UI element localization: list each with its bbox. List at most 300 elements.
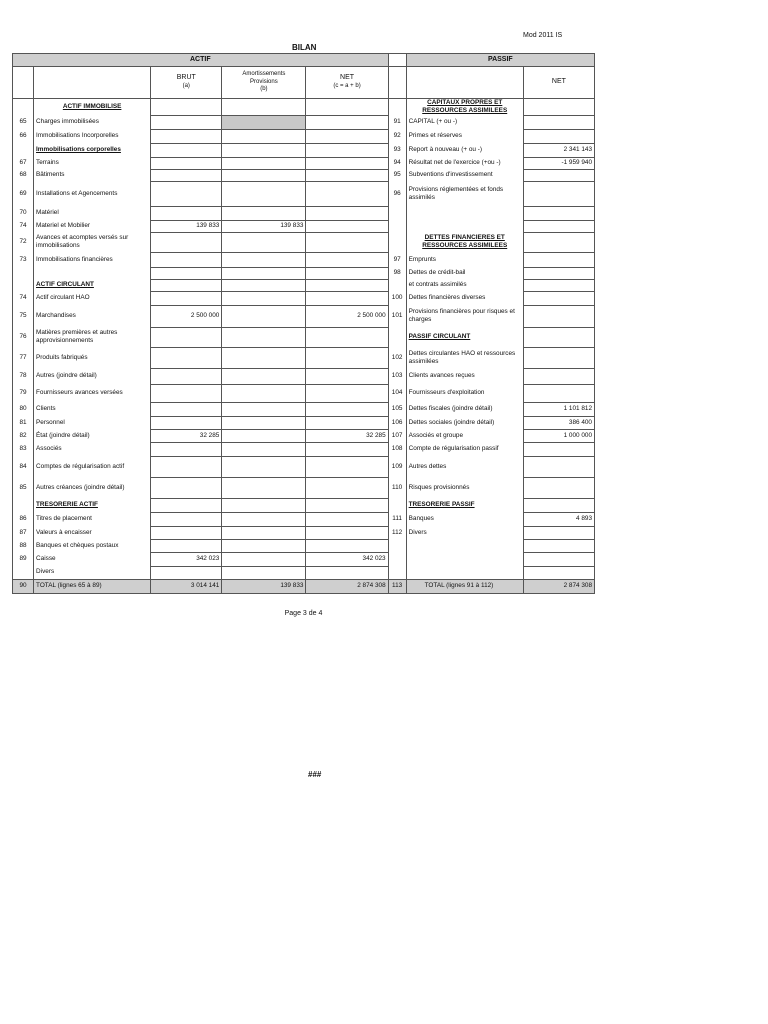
actif-label: Immobilisations financières — [34, 252, 151, 267]
table-row — [13, 384, 595, 402]
table-row — [13, 267, 595, 279]
amort-label-2: Provisions — [250, 78, 278, 85]
passif-label: CAPITAUX PROPRES ET RESSOURCES ASSIMILEES — [406, 99, 523, 116]
actif-label: Immobilisations Incorporelles — [34, 129, 151, 143]
actif-line-number: 77 — [13, 347, 34, 368]
passif-line-number: 93 — [388, 143, 406, 157]
passif-label: Fournisseurs d'exploitation — [406, 384, 523, 402]
table-row — [13, 279, 595, 291]
net-value: 32 285 — [306, 429, 388, 442]
net-value — [306, 526, 388, 539]
passif-label: PASSIF CIRCULANT — [406, 327, 523, 347]
actif-label: TRESORERIE ACTIF — [34, 498, 151, 512]
actif-label: Immobilisations corporelles — [34, 143, 151, 157]
passif-line-number: 109 — [388, 456, 406, 477]
net-value — [306, 206, 388, 220]
amort-value — [222, 169, 306, 181]
amort-value — [222, 232, 306, 252]
brut-value — [151, 115, 222, 129]
table-row — [13, 498, 595, 512]
amort-value — [222, 416, 306, 429]
actif-line-number: 69 — [13, 181, 34, 206]
passif-line-number: 96 — [388, 181, 406, 206]
net-value — [306, 498, 388, 512]
passif-label: Divers — [406, 526, 523, 539]
table-row — [13, 291, 595, 305]
total-actif-line-number: 90 — [13, 579, 34, 593]
form-model-label: Mod 2011 IS — [523, 32, 563, 39]
amort-value — [222, 252, 306, 267]
amort-value — [222, 347, 306, 368]
table-row — [13, 143, 595, 157]
amort-sub: (b) — [260, 86, 268, 93]
passif-line-number: 92 — [388, 129, 406, 143]
actif-label: Clients — [34, 402, 151, 416]
passif-net-value — [523, 181, 594, 206]
passif-line-number: 111 — [388, 512, 406, 526]
actif-line-number: 76 — [13, 327, 34, 347]
passif-net-value — [523, 498, 594, 512]
passif-line-number: 102 — [388, 347, 406, 368]
passif-label: Dettes de crédit-bail — [406, 267, 523, 279]
net-passif-column-header: NET — [523, 67, 594, 99]
actif-line-number: 78 — [13, 368, 34, 384]
table-row — [13, 252, 595, 267]
passif-label: Emprunts — [406, 252, 523, 267]
amort-value — [222, 477, 306, 498]
amort-value — [222, 327, 306, 347]
brut-value — [151, 206, 222, 220]
passif-label: Report à nouveau (+ ou -) — [406, 143, 523, 157]
passif-net-value — [523, 305, 594, 327]
total-passif-line-number: 113 — [388, 579, 406, 593]
brut-label: BRUT — [176, 74, 196, 82]
actif-line-number: 86 — [13, 512, 34, 526]
passif-line-number: 106 — [388, 416, 406, 429]
passif-header: PASSIF — [406, 54, 594, 67]
brut-value — [151, 327, 222, 347]
actif-label — [34, 267, 151, 279]
brut-value — [151, 442, 222, 456]
passif-line-number: 101 — [388, 305, 406, 327]
actif-label: Autres créances (joindre détail) — [34, 477, 151, 498]
amort-value — [222, 526, 306, 539]
passif-net-value — [523, 220, 594, 232]
passif-label — [406, 539, 523, 552]
table-row — [13, 115, 595, 129]
passif-net-value: 4 893 — [523, 512, 594, 526]
amort-value — [222, 442, 306, 456]
passif-label — [406, 206, 523, 220]
passif-line-number — [388, 327, 406, 347]
net-value — [306, 115, 388, 129]
passif-net-value — [523, 442, 594, 456]
amort-label-1: Amortissements — [242, 71, 286, 78]
table-row — [13, 129, 595, 143]
passif-line-number — [388, 566, 406, 579]
amort-value — [222, 206, 306, 220]
brut-value — [151, 498, 222, 512]
brut-column-header — [151, 67, 222, 99]
actif-line-number: 75 — [13, 305, 34, 327]
table-row — [13, 181, 595, 206]
passif-label: CAPITAL (+ ou -) — [406, 115, 523, 129]
brut-value — [151, 402, 222, 416]
header-blank-label — [34, 67, 151, 99]
amort-value — [222, 498, 306, 512]
passif-label: Subventions d'investissement — [406, 169, 523, 181]
actif-line-number: 67 — [13, 157, 34, 169]
amort-value — [222, 456, 306, 477]
passif-label: Résultat net de l'exercice (+ou -) — [406, 157, 523, 169]
brut-value: 342 023 — [151, 552, 222, 566]
brut-value — [151, 181, 222, 206]
actif-line-number: 83 — [13, 442, 34, 456]
table-row — [13, 539, 595, 552]
passif-net-value — [523, 539, 594, 552]
passif-label: DETTES FINANCIERES ET RESSOURCES ASSIMILEES — [406, 232, 523, 252]
actif-line-number: 79 — [13, 384, 34, 402]
amort-value — [222, 305, 306, 327]
brut-value — [151, 384, 222, 402]
passif-net-value: 1 101 812 — [523, 402, 594, 416]
actif-label: Personnel — [34, 416, 151, 429]
actif-label: Matériel — [34, 206, 151, 220]
passif-net-value — [523, 327, 594, 347]
net-value — [306, 477, 388, 498]
amort-value — [222, 402, 306, 416]
amort-value — [222, 368, 306, 384]
total-amort-value: 139 833 — [222, 579, 306, 593]
actif-line-number — [13, 566, 34, 579]
net-value — [306, 368, 388, 384]
brut-value — [151, 99, 222, 116]
brut-value — [151, 279, 222, 291]
brut-value — [151, 347, 222, 368]
net-value — [306, 129, 388, 143]
net-value — [306, 327, 388, 347]
net-value — [306, 512, 388, 526]
passif-line-number: 103 — [388, 368, 406, 384]
header-spacer — [388, 54, 406, 67]
brut-value — [151, 157, 222, 169]
passif-line-number — [388, 99, 406, 116]
passif-label: TRESORERIE PASSIF — [406, 498, 523, 512]
passif-line-number — [388, 498, 406, 512]
net-label: NET — [340, 74, 355, 82]
page-title: BILAN — [292, 43, 317, 52]
passif-net-value — [523, 347, 594, 368]
table-row — [13, 416, 595, 429]
amort-value — [222, 157, 306, 169]
passif-line-number: 98 — [388, 267, 406, 279]
brut-value — [151, 512, 222, 526]
total-actif-label: TOTAL (lignes 65 à 89) — [34, 579, 151, 593]
passif-line-number — [388, 279, 406, 291]
amort-value — [222, 129, 306, 143]
passif-net-value: 386 400 — [523, 416, 594, 429]
actif-label: ACTIF IMMOBILISE — [34, 99, 151, 116]
passif-line-number: 108 — [388, 442, 406, 456]
passif-net-value — [523, 456, 594, 477]
net-value — [306, 232, 388, 252]
amort-value — [222, 512, 306, 526]
actif-label: Bâtiments — [34, 169, 151, 181]
passif-net-value — [523, 232, 594, 252]
passif-label: Dettes financières diverses — [406, 291, 523, 305]
actif-line-number: 82 — [13, 429, 34, 442]
brut-value: 32 285 — [151, 429, 222, 442]
actif-line-number: 72 — [13, 232, 34, 252]
passif-line-number: 112 — [388, 526, 406, 539]
amort-value — [222, 384, 306, 402]
table-row — [13, 169, 595, 181]
net-value — [306, 402, 388, 416]
net-sub: (c = a + b) — [333, 83, 361, 90]
passif-label: Clients avances reçues — [406, 368, 523, 384]
actif-label: Comptes de régularisation actif — [34, 456, 151, 477]
net-value — [306, 539, 388, 552]
actif-line-number: 84 — [13, 456, 34, 477]
net-value — [306, 181, 388, 206]
passif-label: Dettes circulantes HAO et ressources assimilées — [406, 347, 523, 368]
amort-value — [222, 115, 306, 129]
passif-net-value — [523, 566, 594, 579]
passif-line-number — [388, 552, 406, 566]
net-value — [306, 291, 388, 305]
amort-value — [222, 552, 306, 566]
page-number: Page 3 de 4 — [284, 610, 323, 617]
total-row — [13, 579, 595, 593]
table-row — [13, 566, 595, 579]
passif-label: Dettes sociales (joindre détail) — [406, 416, 523, 429]
actif-label: Produits fabriqués — [34, 347, 151, 368]
actif-line-number: 89 — [13, 552, 34, 566]
passif-label: Autres dettes — [406, 456, 523, 477]
actif-header: ACTIF — [13, 54, 389, 67]
passif-label — [406, 552, 523, 566]
passif-net-value — [523, 115, 594, 129]
amort-value — [222, 539, 306, 552]
passif-label: Provisions réglementées et fonds assimilés — [406, 181, 523, 206]
actif-label: Titres de placement — [34, 512, 151, 526]
passif-line-number — [388, 232, 406, 252]
actif-line-number: 73 — [13, 252, 34, 267]
passif-label: Compte de régularisation passif — [406, 442, 523, 456]
actif-label: Installations et Agencements — [34, 181, 151, 206]
table-row — [13, 347, 595, 368]
passif-net-value: 1 000 000 — [523, 429, 594, 442]
passif-line-number: 100 — [388, 291, 406, 305]
table-row — [13, 305, 595, 327]
passif-net-value — [523, 169, 594, 181]
passif-line-number: 105 — [388, 402, 406, 416]
amort-value — [222, 291, 306, 305]
passif-net-value: 2 341 143 — [523, 143, 594, 157]
actif-label: Autres (joindre détail) — [34, 368, 151, 384]
brut-value — [151, 169, 222, 181]
passif-net-value — [523, 526, 594, 539]
passif-net-value — [523, 368, 594, 384]
passif-label: Provisions financières pour risques et charges — [406, 305, 523, 327]
table-row — [13, 477, 595, 498]
brut-value: 2 500 000 — [151, 305, 222, 327]
actif-label: Associés — [34, 442, 151, 456]
actif-label: Valeurs à encaisser — [34, 526, 151, 539]
actif-label: Divers — [34, 566, 151, 579]
brut-value — [151, 456, 222, 477]
table-row — [13, 206, 595, 220]
net-value — [306, 416, 388, 429]
brut-value: 139 833 — [151, 220, 222, 232]
passif-line-number — [388, 206, 406, 220]
actif-label: ACTIF CIRCULANT — [34, 279, 151, 291]
net-column-header — [306, 67, 388, 99]
total-brut-value: 3 014 141 — [151, 579, 222, 593]
table-row — [13, 368, 595, 384]
brut-value — [151, 477, 222, 498]
passif-net-value — [523, 267, 594, 279]
amort-value — [222, 99, 306, 116]
amort-column-header — [222, 67, 306, 99]
passif-net-value — [523, 552, 594, 566]
net-value — [306, 456, 388, 477]
overflow-marker: ### — [308, 770, 322, 779]
actif-label: Matières premières et autres approvisionnements — [34, 327, 151, 347]
passif-net-value — [523, 129, 594, 143]
passif-line-number: 91 — [388, 115, 406, 129]
net-value — [306, 143, 388, 157]
amort-value — [222, 181, 306, 206]
actif-label: Charges immobilisées — [34, 115, 151, 129]
brut-sub: (a) — [182, 83, 190, 90]
actif-line-number: 80 — [13, 402, 34, 416]
brut-value — [151, 232, 222, 252]
net-value: 342 023 — [306, 552, 388, 566]
brut-value — [151, 368, 222, 384]
net-value — [306, 279, 388, 291]
total-net-value: 2 874 308 — [306, 579, 388, 593]
table-row — [13, 429, 595, 442]
passif-net-value — [523, 477, 594, 498]
passif-line-number: 94 — [388, 157, 406, 169]
net-value — [306, 252, 388, 267]
table-row — [13, 442, 595, 456]
passif-label: Dettes fiscales (joindre détail) — [406, 402, 523, 416]
table-row — [13, 99, 595, 116]
table-row — [13, 552, 595, 566]
actif-line-number — [13, 267, 34, 279]
passif-net-value: -1 959 940 — [523, 157, 594, 169]
passif-label — [406, 220, 523, 232]
net-value — [306, 169, 388, 181]
actif-line-number — [13, 498, 34, 512]
table-row — [13, 220, 595, 232]
net-value — [306, 99, 388, 116]
actif-label: Actif circulant HAO — [34, 291, 151, 305]
passif-net-value — [523, 206, 594, 220]
total-passif-label: TOTAL (lignes 91 à 112) — [406, 579, 523, 593]
net-value — [306, 442, 388, 456]
passif-net-value — [523, 291, 594, 305]
amort-value: 139 833 — [222, 220, 306, 232]
passif-label: Risques provisionnés — [406, 477, 523, 498]
actif-label: Fournisseurs avances versées — [34, 384, 151, 402]
actif-line-number — [13, 143, 34, 157]
brut-value — [151, 566, 222, 579]
actif-line-number: 81 — [13, 416, 34, 429]
actif-line-number: 87 — [13, 526, 34, 539]
actif-line-number — [13, 279, 34, 291]
actif-label: Avances et acomptes versés sur immobilisations — [34, 232, 151, 252]
passif-line-number — [388, 220, 406, 232]
actif-line-number: 66 — [13, 129, 34, 143]
brut-value — [151, 539, 222, 552]
amort-value — [222, 279, 306, 291]
table-row — [13, 526, 595, 539]
header-blank-passif-label — [406, 67, 523, 99]
amort-value — [222, 143, 306, 157]
table-row — [13, 456, 595, 477]
brut-value — [151, 416, 222, 429]
actif-label: Banques et chèques postaux — [34, 539, 151, 552]
net-value: 2 500 000 — [306, 305, 388, 327]
brut-value — [151, 291, 222, 305]
table-row — [13, 402, 595, 416]
header-row-main — [13, 54, 595, 67]
actif-line-number: 74 — [13, 291, 34, 305]
actif-line-number: 74 — [13, 220, 34, 232]
actif-label: Materiel et Mobilier — [34, 220, 151, 232]
net-value — [306, 347, 388, 368]
brut-value — [151, 143, 222, 157]
header-blank-passif-ref — [388, 67, 406, 99]
brut-value — [151, 267, 222, 279]
actif-line-number: 85 — [13, 477, 34, 498]
passif-net-value — [523, 279, 594, 291]
passif-line-number: 97 — [388, 252, 406, 267]
actif-line-number: 68 — [13, 169, 34, 181]
passif-line-number: 104 — [388, 384, 406, 402]
actif-line-number: 88 — [13, 539, 34, 552]
passif-line-number — [388, 539, 406, 552]
table-row — [13, 232, 595, 252]
net-value — [306, 384, 388, 402]
amort-value — [222, 566, 306, 579]
total-passif-net-value: 2 874 308 — [523, 579, 594, 593]
header-row-columns — [13, 67, 595, 99]
table-row — [13, 327, 595, 347]
amort-value — [222, 267, 306, 279]
passif-line-number: 110 — [388, 477, 406, 498]
net-value — [306, 267, 388, 279]
table-row — [13, 157, 595, 169]
table-row — [13, 512, 595, 526]
passif-label: Primes et réserves — [406, 129, 523, 143]
actif-line-number: 70 — [13, 206, 34, 220]
actif-label: Marchandises — [34, 305, 151, 327]
passif-label — [406, 566, 523, 579]
passif-line-number: 95 — [388, 169, 406, 181]
passif-line-number: 107 — [388, 429, 406, 442]
actif-label: Terrains — [34, 157, 151, 169]
amort-value — [222, 429, 306, 442]
actif-line-number: 65 — [13, 115, 34, 129]
passif-net-value — [523, 384, 594, 402]
actif-line-number — [13, 99, 34, 116]
actif-label: Caisse — [34, 552, 151, 566]
passif-label: Associés et groupe — [406, 429, 523, 442]
